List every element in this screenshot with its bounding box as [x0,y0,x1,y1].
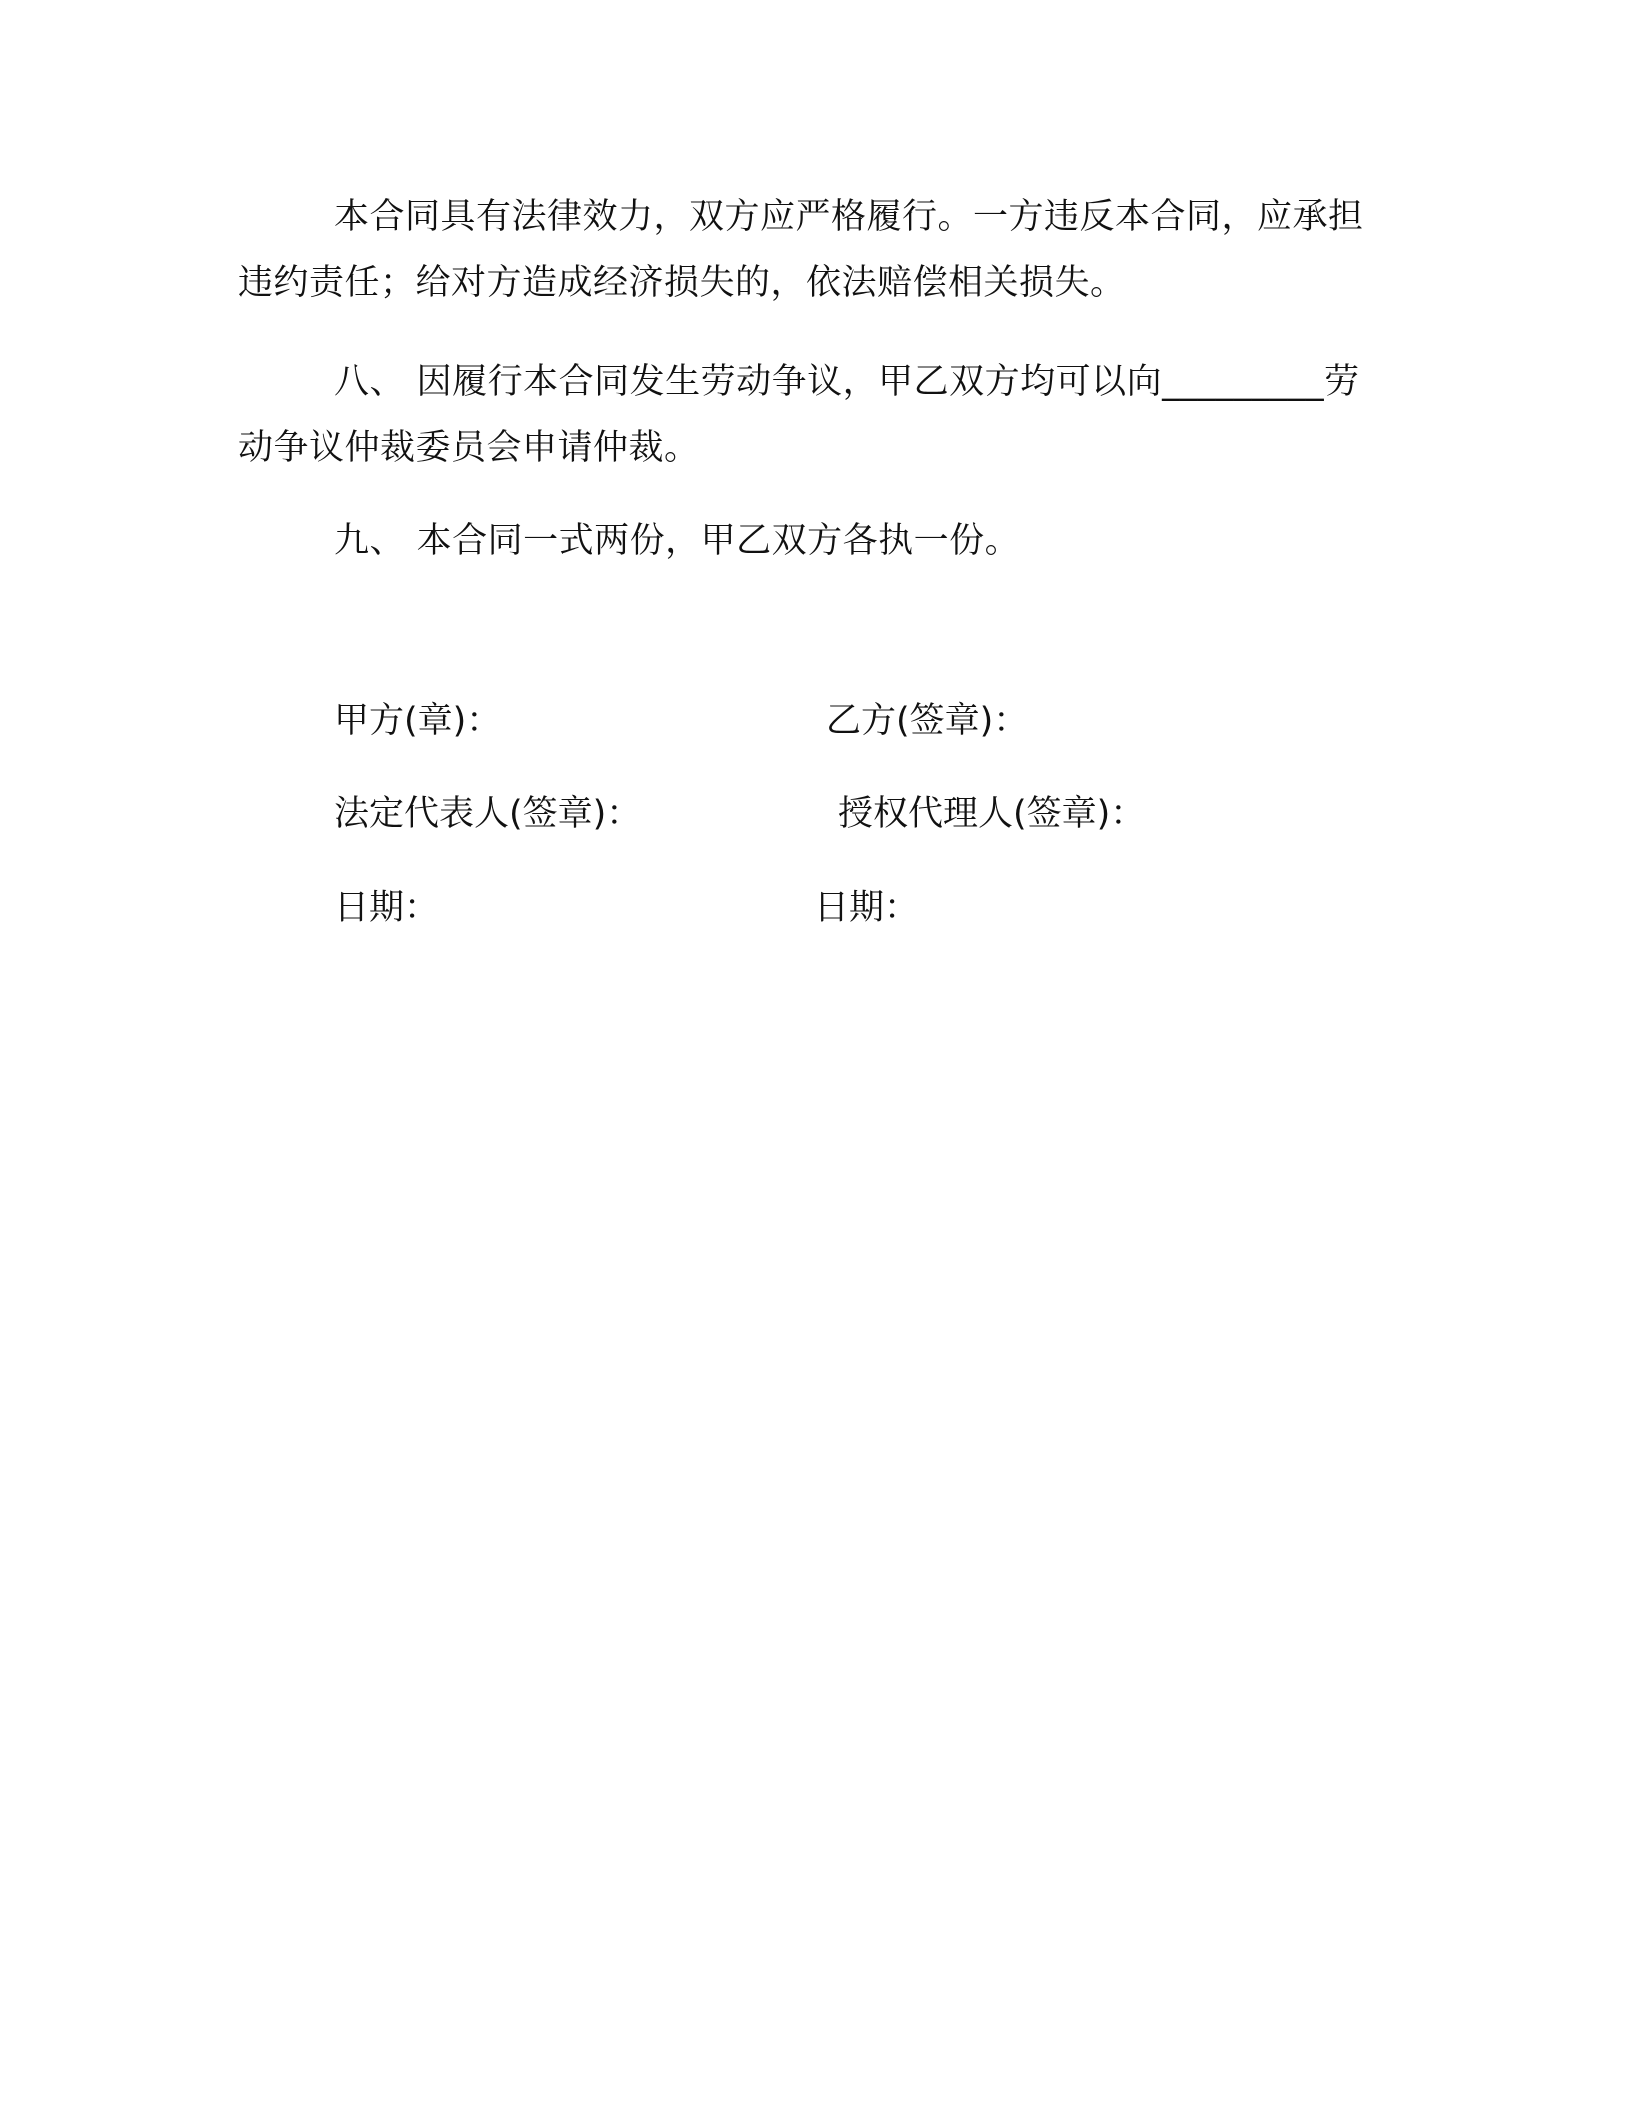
paragraph-clause-8-text: 八、 因履行本合同发生劳动争议，甲乙双方均可以向_________劳动争议仲裁委员会申请仲裁。 [238,362,1360,468]
date-a-label: 日期： [334,888,440,928]
date-b-label: 日期： [814,888,920,928]
legal-representative-label: 法定代表人(签章)： [334,794,642,834]
paragraph-liability-text: 本合同具有法律效力，双方应严格履行。一方违反本合同，应承担违约责任；给对方造成经济损失的，依法赔偿相关损失。 [238,197,1364,303]
party-a-seal-label: 甲方(章)： [334,701,502,741]
paragraph-liability [238,184,1378,316]
paragraph-clause-8 [238,349,1378,481]
paragraph-clause-9-text: 九、 本合同一式两份，甲乙双方各执一份。 [334,521,1021,561]
authorized-agent-label: 授权代理人(签章)： [838,794,1146,834]
paragraph-clause-9 [238,508,1378,574]
party-b-seal-label: 乙方(签章)： [826,701,1029,741]
